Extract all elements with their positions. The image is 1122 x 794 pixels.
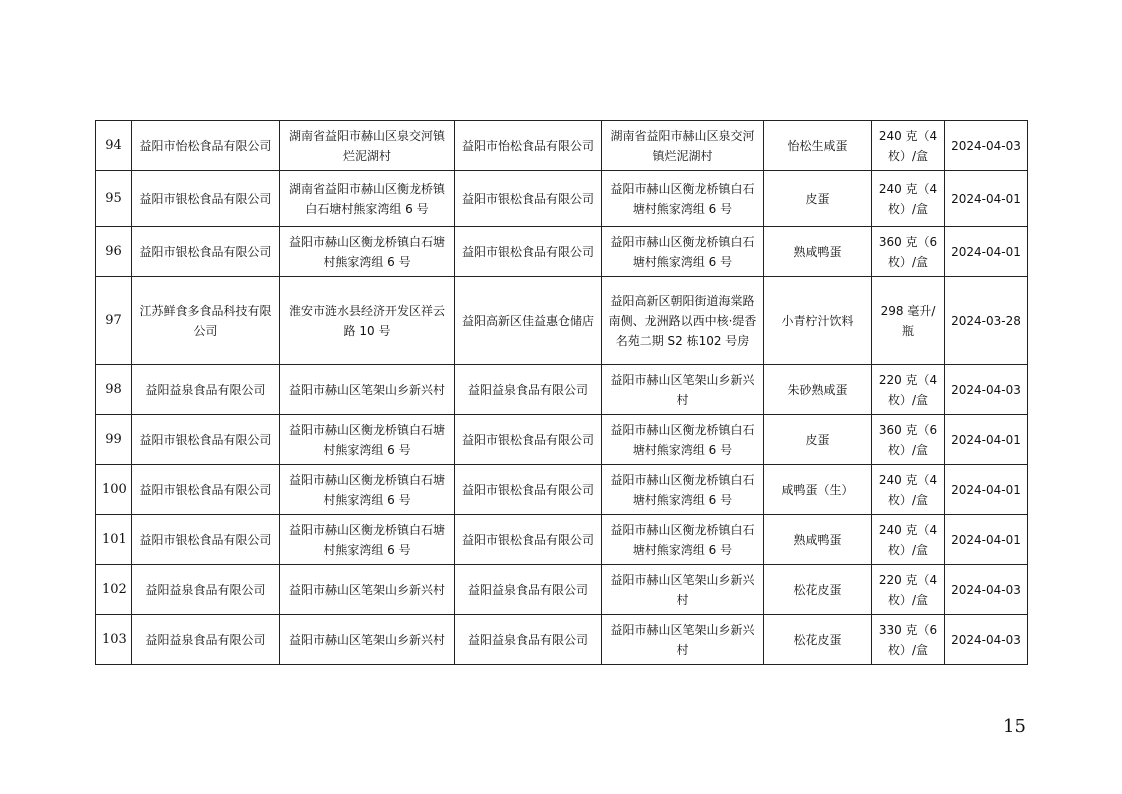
row-number: 98 [96,365,132,415]
product-spec: 220 克（4枚）/盒 [872,565,945,615]
seller-address: 益阳市赫山区衡龙桥镇白石塘村熊家湾组 6 号 [602,171,764,227]
producer-address: 益阳市赫山区衡龙桥镇白石塘村熊家湾组 6 号 [280,227,455,277]
seller-address: 益阳市赫山区笔架山乡新兴村 [602,565,764,615]
row-number: 96 [96,227,132,277]
producer-address: 益阳市赫山区衡龙桥镇白石塘村熊家湾组 6 号 [280,465,455,515]
producer-name: 益阳市银松食品有限公司 [132,515,280,565]
producer-address: 益阳市赫山区笔架山乡新兴村 [280,365,455,415]
table-row [96,515,1028,565]
production-date: 2024-04-03 [945,565,1028,615]
product-name: 松花皮蛋 [764,565,872,615]
product-name: 朱砂熟咸蛋 [764,365,872,415]
row-number: 101 [96,515,132,565]
seller-address: 益阳市赫山区衡龙桥镇白石塘村熊家湾组 6 号 [602,465,764,515]
seller-name: 益阳益泉食品有限公司 [455,565,602,615]
row-number: 99 [96,415,132,465]
seller-name: 益阳高新区佳益惠仓储店 [455,277,602,365]
table-row [96,565,1028,615]
seller-name: 益阳益泉食品有限公司 [455,365,602,415]
table-row [96,365,1028,415]
product-name: 熟咸鸭蛋 [764,515,872,565]
seller-name: 益阳市银松食品有限公司 [455,227,602,277]
producer-name: 江苏鲜食多食品科技有限公司 [132,277,280,365]
seller-address: 益阳市赫山区衡龙桥镇白石塘村熊家湾组 6 号 [602,227,764,277]
producer-name: 益阳益泉食品有限公司 [132,615,280,665]
product-name: 咸鸭蛋（生） [764,465,872,515]
producer-address: 益阳市赫山区笔架山乡新兴村 [280,565,455,615]
seller-address: 益阳市赫山区衡龙桥镇白石塘村熊家湾组 6 号 [602,515,764,565]
product-spec: 360 克（6枚）/盒 [872,227,945,277]
producer-address: 湖南省益阳市赫山区衡龙桥镇白石塘村熊家湾组 6 号 [280,171,455,227]
product-name: 皮蛋 [764,415,872,465]
product-spec: 240 克（4枚）/盒 [872,121,945,171]
row-number: 94 [96,121,132,171]
table-row [96,171,1028,227]
seller-name: 益阳市怡松食品有限公司 [455,121,602,171]
product-name: 怡松生咸蛋 [764,121,872,171]
seller-address: 益阳市赫山区笔架山乡新兴村 [602,365,764,415]
seller-name: 益阳市银松食品有限公司 [455,171,602,227]
production-date: 2024-04-01 [945,515,1028,565]
table-row [96,415,1028,465]
production-date: 2024-03-28 [945,277,1028,365]
producer-address: 湖南省益阳市赫山区泉交河镇烂泥湖村 [280,121,455,171]
seller-name: 益阳市银松食品有限公司 [455,415,602,465]
producer-address: 益阳市赫山区衡龙桥镇白石塘村熊家湾组 6 号 [280,515,455,565]
table-row [96,615,1028,665]
seller-name: 益阳市银松食品有限公司 [455,515,602,565]
table-row [96,227,1028,277]
seller-name: 益阳益泉食品有限公司 [455,615,602,665]
production-date: 2024-04-01 [945,465,1028,515]
product-spec: 240 克（4枚）/盒 [872,171,945,227]
production-date: 2024-04-01 [945,227,1028,277]
production-date: 2024-04-01 [945,415,1028,465]
production-date: 2024-04-01 [945,171,1028,227]
product-spec: 330 克（6枚）/盒 [872,615,945,665]
production-date: 2024-04-03 [945,365,1028,415]
page-number: 15 [1003,716,1026,737]
producer-address: 益阳市赫山区笔架山乡新兴村 [280,615,455,665]
row-number: 102 [96,565,132,615]
producer-name: 益阳市银松食品有限公司 [132,415,280,465]
seller-address: 益阳高新区朝阳街道海棠路南侧、龙洲路以西中核·缇香名苑二期 S2 栋102 号房 [602,277,764,365]
producer-name: 益阳益泉食品有限公司 [132,565,280,615]
product-name: 小青柠汁饮料 [764,277,872,365]
table-row [96,277,1028,365]
producer-name: 益阳市银松食品有限公司 [132,465,280,515]
table-row [96,121,1028,171]
product-name: 松花皮蛋 [764,615,872,665]
product-name: 皮蛋 [764,171,872,227]
producer-name: 益阳市银松食品有限公司 [132,227,280,277]
row-number: 97 [96,277,132,365]
producer-name: 益阳市银松食品有限公司 [132,171,280,227]
product-spec: 240 克（4枚）/盒 [872,465,945,515]
producer-address: 益阳市赫山区衡龙桥镇白石塘村熊家湾组 6 号 [280,415,455,465]
row-number: 103 [96,615,132,665]
row-number: 95 [96,171,132,227]
sampling-results-table [95,120,1028,665]
product-spec: 298 毫升/瓶 [872,277,945,365]
sampling-table-container [95,120,1027,665]
seller-address: 益阳市赫山区笔架山乡新兴村 [602,615,764,665]
producer-name: 益阳市怡松食品有限公司 [132,121,280,171]
product-spec: 240 克（4枚）/盒 [872,515,945,565]
table-row [96,465,1028,515]
producer-address: 淮安市涟水县经济开发区祥云路 10 号 [280,277,455,365]
production-date: 2024-04-03 [945,121,1028,171]
row-number: 100 [96,465,132,515]
seller-name: 益阳市银松食品有限公司 [455,465,602,515]
producer-name: 益阳益泉食品有限公司 [132,365,280,415]
seller-address: 益阳市赫山区衡龙桥镇白石塘村熊家湾组 6 号 [602,415,764,465]
product-spec: 360 克（6枚）/盒 [872,415,945,465]
production-date: 2024-04-03 [945,615,1028,665]
seller-address: 湖南省益阳市赫山区泉交河镇烂泥湖村 [602,121,764,171]
product-spec: 220 克（4枚）/盒 [872,365,945,415]
product-name: 熟咸鸭蛋 [764,227,872,277]
